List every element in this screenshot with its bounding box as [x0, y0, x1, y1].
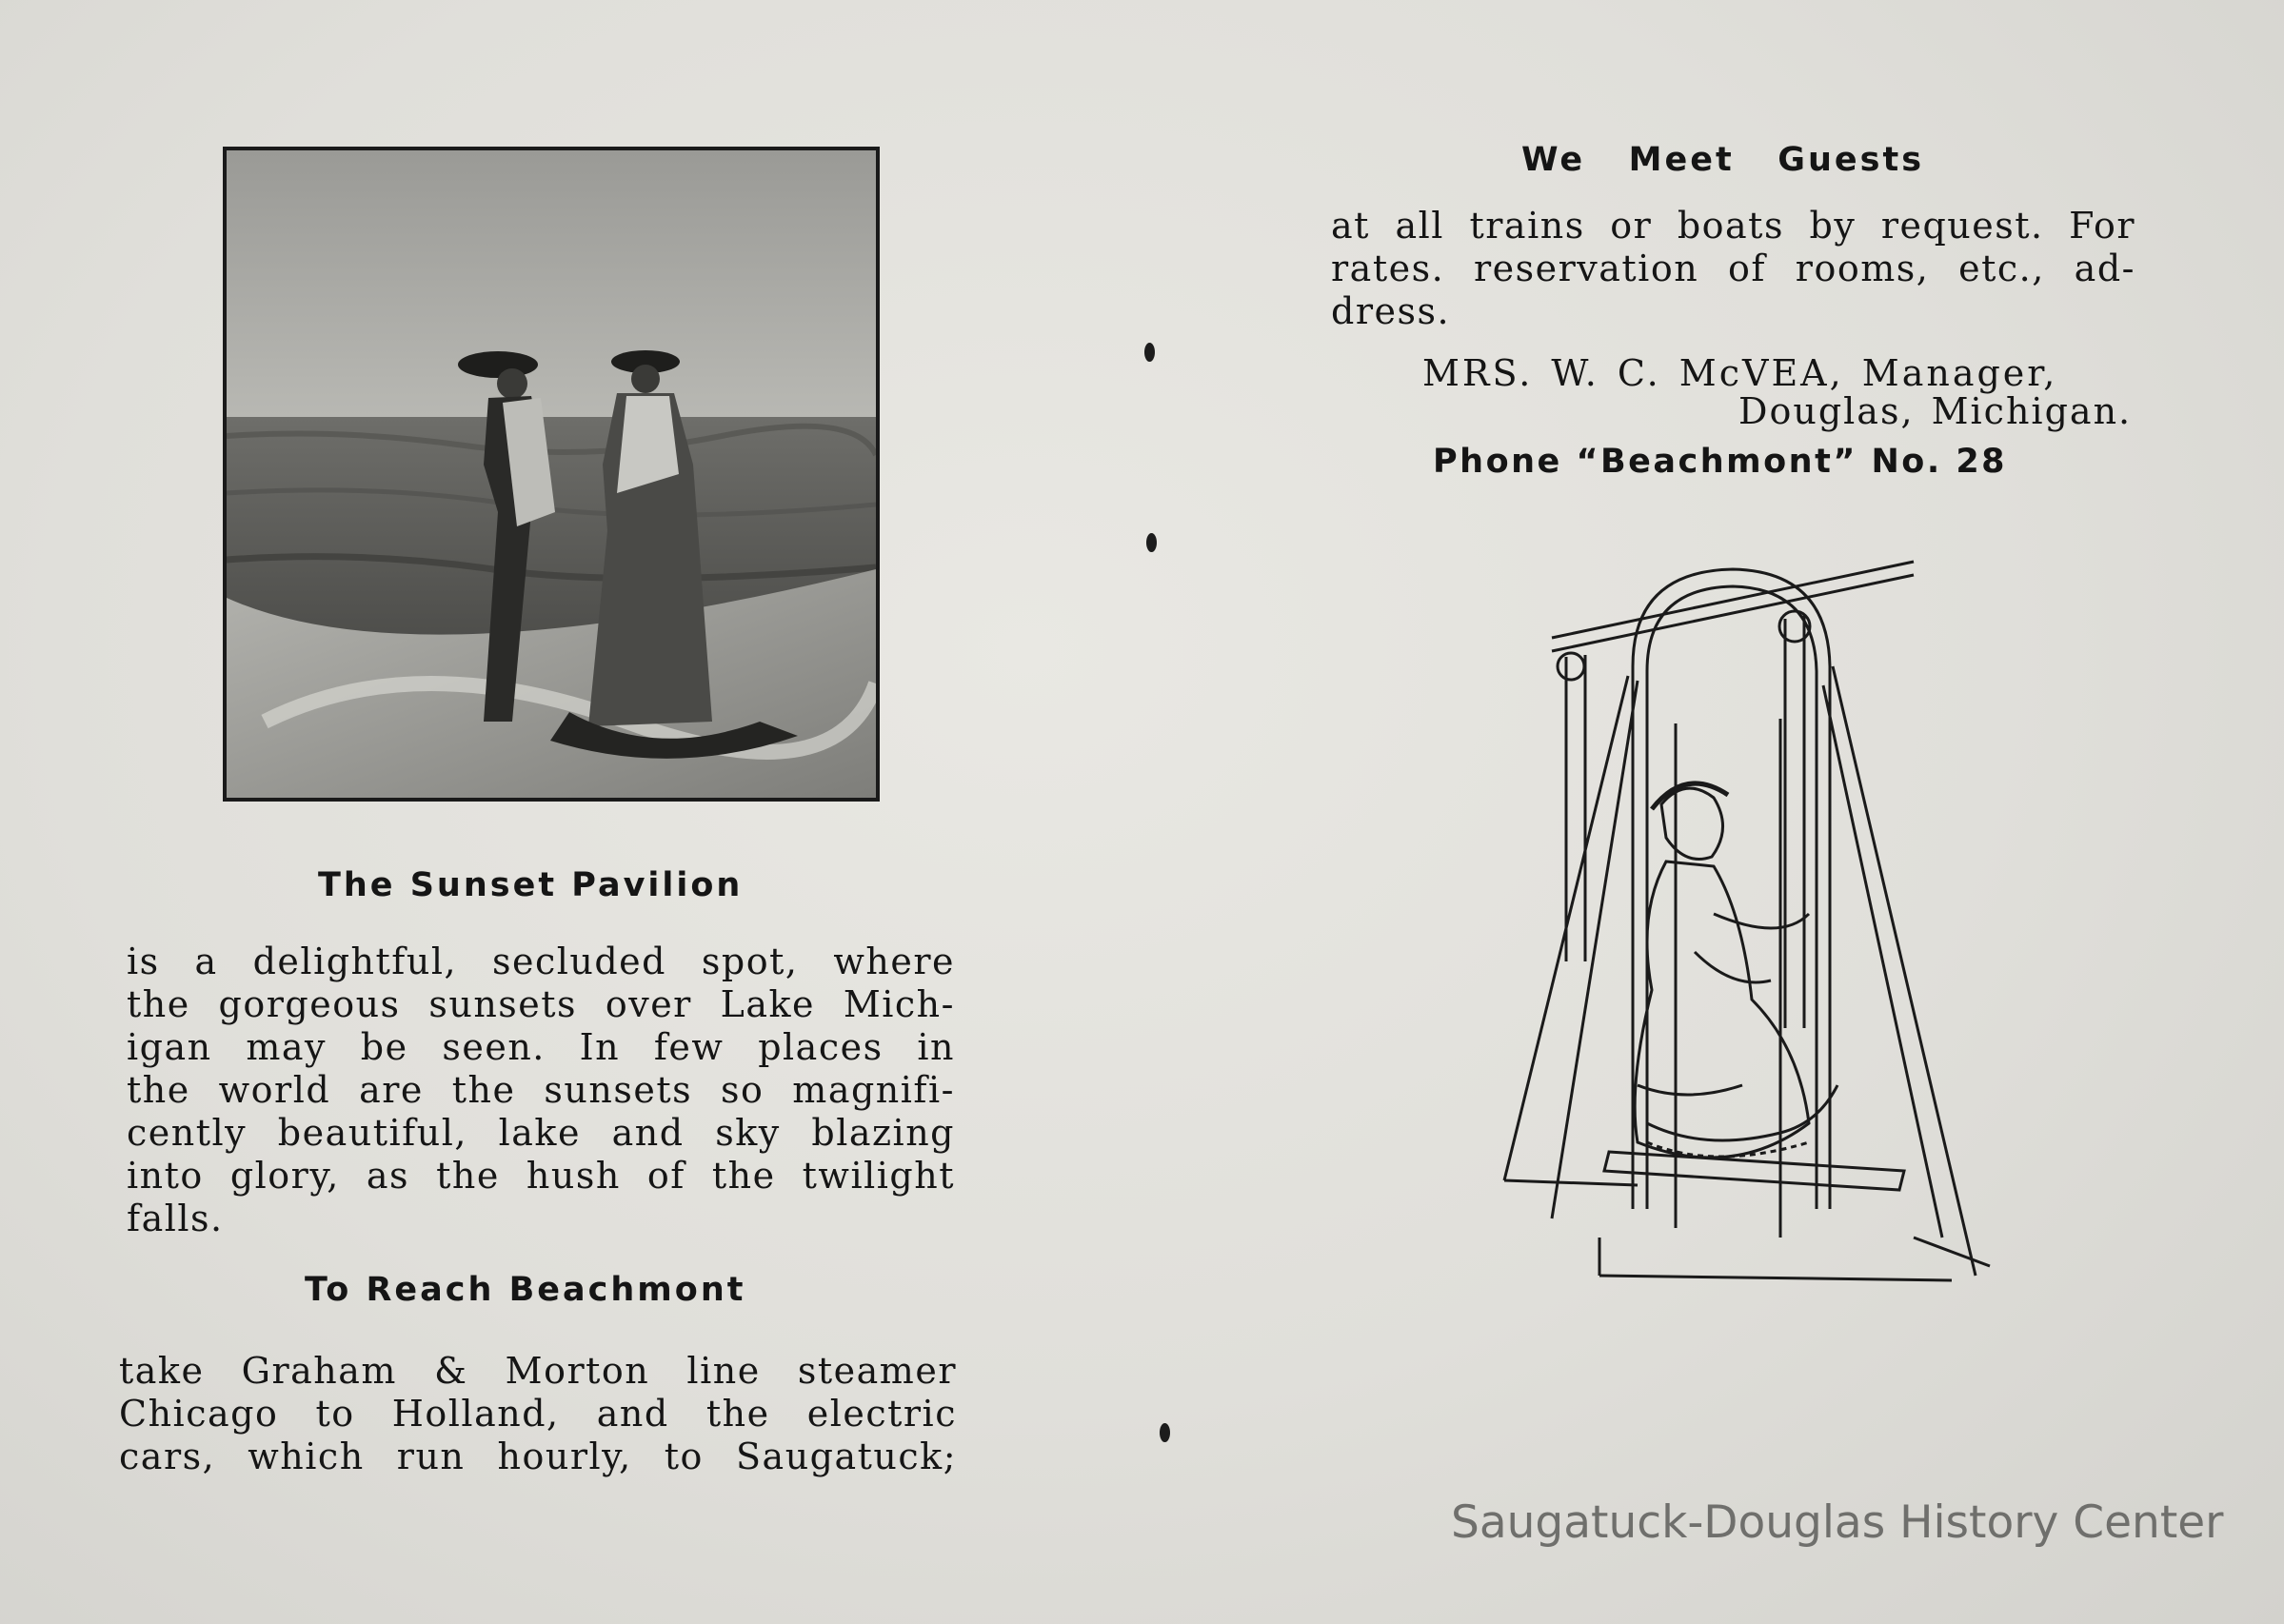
paragraph-line: the gorgeous sunsets over Lake Mich- — [127, 983, 955, 1025]
manager-line: MRS. W. C. McVEA, Manager, — [1422, 352, 2058, 394]
fold-mark — [1160, 1423, 1170, 1442]
illustration-woman-on-porch-swing-icon — [1495, 552, 2009, 1295]
reach-heading: To Reach Beachmont — [305, 1271, 746, 1309]
phone-line: Phone “Beachmont” No. 28 — [1433, 443, 2008, 481]
guests-heading: We Meet Guests — [1521, 141, 1925, 179]
guests-paragraph — [1331, 205, 2135, 333]
paragraph-line: cars, which run hourly, to Saugatuck; — [119, 1436, 957, 1477]
paragraph-line: rates. reservation of rooms, etc., ad- — [1331, 248, 2135, 289]
pavilion-paragraph — [127, 941, 955, 1240]
photo-two-women-beach-icon — [227, 150, 876, 798]
paragraph-line: the world are the sunsets so magnifi- — [127, 1069, 955, 1111]
pavilion-heading: The Sunset Pavilion — [318, 866, 744, 904]
paragraph-line: is a delightful, secluded spot, where — [127, 941, 955, 982]
paragraph-line: at all trains or boats by request. For — [1331, 205, 2135, 247]
watermark: Saugatuck-Douglas History Center — [1451, 1496, 2224, 1549]
fold-mark — [1146, 533, 1157, 552]
fold-mark — [1144, 343, 1155, 362]
paragraph-line: Chicago to Holland, and the electric — [119, 1393, 957, 1435]
reach-paragraph — [119, 1350, 957, 1478]
paragraph-line: igan may be seen. In few places in — [127, 1026, 955, 1068]
paragraph-line: dress. — [1331, 290, 1451, 332]
location-line: Douglas, Michigan. — [1738, 390, 2133, 432]
paragraph-line: falls. — [127, 1198, 224, 1239]
paragraph-line: take Graham & Morton line steamer — [119, 1350, 957, 1392]
paragraph-line: into glory, as the hush of the twilight — [127, 1155, 955, 1197]
sunset-pavilion-photo — [223, 147, 880, 802]
porch-swing-illustration — [1495, 552, 2009, 1295]
paragraph-line: cently beautiful, lake and sky blazing — [127, 1112, 955, 1154]
